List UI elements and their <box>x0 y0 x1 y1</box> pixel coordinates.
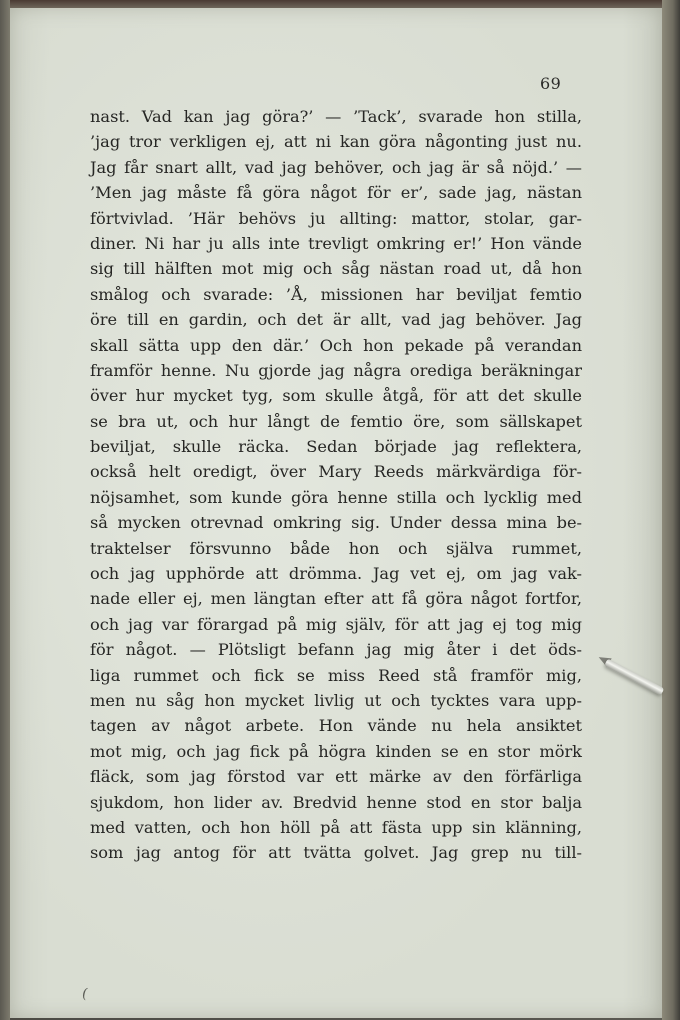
text-line: sig till hälften mot mig och såg nästan road ut, då hon <box>90 259 582 279</box>
text-line: traktelser försvunno både hon och själva rummet, <box>90 538 582 558</box>
text-line: som jag antog för att tvätta golvet. Jag grep nu till- <box>90 843 582 863</box>
text-line: skall sätta upp den där.’ Och hon pekade på verandan <box>90 335 582 355</box>
text-line: beviljat, skulle räcka. Sedan började jag reflektera, <box>90 437 582 457</box>
text-line: Jag får snart allt, vad jag behöver, och jag är så nöjd.’ — <box>90 157 582 177</box>
text-line: förtvivlad. ’Här behövs ju allting: mattor, stolar, gar- <box>90 208 582 228</box>
text-line: diner. Ni har ju alls inte trevligt omkring er!’ Hon vände <box>90 233 582 253</box>
book-cover-right-edge <box>662 0 680 1020</box>
text-line: tagen av något arbete. Hon vände nu hela ansiktet <box>90 716 582 736</box>
text-line: smålog och svarade: ’Å, missionen har beviljat femtio <box>90 284 582 304</box>
book-cover-top-edge <box>0 0 680 8</box>
text-line: mot mig, och jag fick på högra kinden se en stor mörk <box>90 741 582 761</box>
text-line: sjukdom, hon lider av. Bredvid henne stod en stor balja <box>90 792 582 812</box>
text-line: nast. Vad kan jag göra?’ — ’Tack’, svarade hon stilla, <box>90 107 582 126</box>
text-line: liga rummet och fick se miss Reed stå framför mig, <box>90 665 582 685</box>
pencil-margin-mark: ( <box>80 985 90 1003</box>
text-line: framför henne. Nu gjorde jag några orediga beräkningar <box>90 360 582 380</box>
page-number: 69 <box>540 74 562 93</box>
text-line: nade eller ej, men längtan efter att få göra något fortfor, <box>90 589 582 609</box>
text-line: och jag var förargad på mig själv, för att jag ej tog mig <box>90 614 582 634</box>
text-line: öre till en gardin, och det är allt, vad jag behöver. Jag <box>90 310 582 330</box>
text-line: ’Men jag måste få göra något för er’, sade jag, nästan <box>90 183 582 203</box>
book-page <box>10 8 662 1018</box>
text-line: men nu såg hon mycket livlig ut och tycktes vara upp- <box>90 690 582 710</box>
text-line: också helt oredigt, över Mary Reeds märkvärdiga för- <box>90 462 582 482</box>
text-line: för något. — Plötsligt befann jag mig åter i det öds- <box>90 640 582 660</box>
text-line: så mycken otrevnad omkring sig. Under dessa mina be- <box>90 513 582 533</box>
page-body-text <box>90 104 582 866</box>
text-line: med vatten, och hon höll på att fästa upp sin klänning, <box>90 817 582 837</box>
text-line: över hur mycket tyg, som skulle åtgå, för att det skulle <box>90 386 582 406</box>
text-line: ’jag tror verkligen ej, att ni kan göra någonting just nu. <box>90 132 582 152</box>
text-line: och jag upphörde att drömma. Jag vet ej, om jag vak- <box>90 564 582 584</box>
text-line: fläck, som jag förstod var ett märke av den förfärliga <box>90 767 582 787</box>
text-line: nöjsamhet, som kunde göra henne stilla och lycklig med <box>90 487 582 507</box>
text-line: se bra ut, och hur långt de femtio öre, som sällskapet <box>90 411 582 431</box>
book-cover-left-edge <box>0 0 10 1020</box>
